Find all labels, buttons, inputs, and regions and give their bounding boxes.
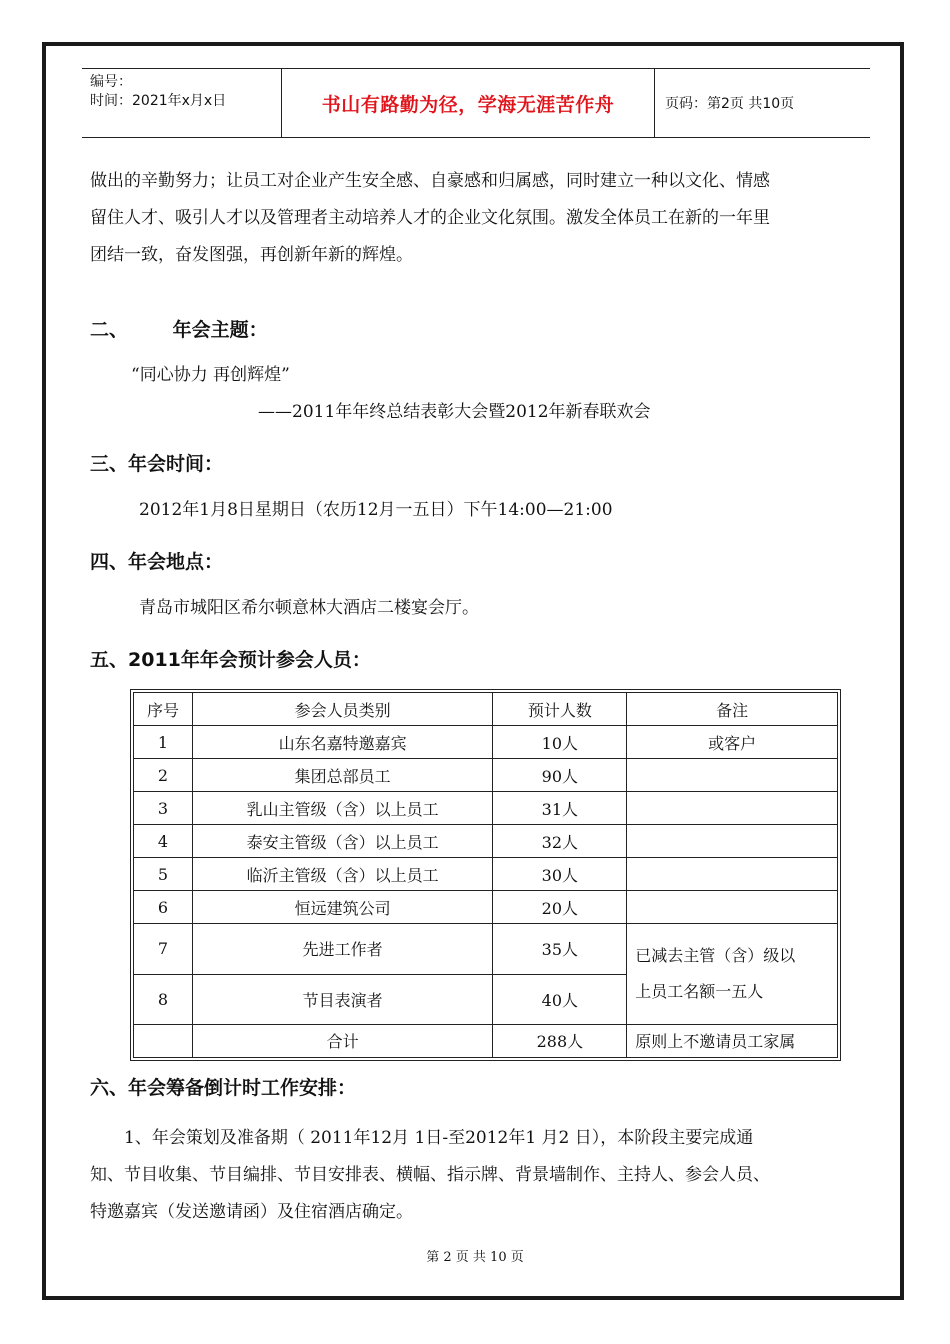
row-category: 恒远建筑公司 — [192, 891, 493, 924]
row-count: 10人 — [493, 726, 627, 759]
row-category: 节目表演者 — [192, 974, 493, 1024]
row-count: 32人 — [493, 825, 627, 858]
merged-note-line-2: 上员工名额一五人 — [635, 982, 764, 1002]
section-4-text: 青岛市城阳区希尔顿意林大酒店二楼宴会厅。 — [139, 598, 479, 618]
row-category: 临沂主管级（含）以上员工 — [192, 858, 493, 891]
row-category: 泰安主管级（含）以上员工 — [192, 825, 493, 858]
total-number — [134, 1024, 193, 1057]
table-row — [134, 726, 838, 759]
table-row — [134, 792, 838, 825]
row-number: 6 — [134, 891, 193, 924]
row-category: 集团总部员工 — [192, 759, 493, 792]
table-row — [134, 759, 838, 792]
page-footer: 第 2 页 共 10 页 — [426, 1250, 524, 1265]
row-number: 3 — [134, 792, 193, 825]
table-header-cell: 序号 — [134, 693, 193, 726]
section-3-text: 2012年1月8日星期日（农历12月一五日）下午14:00—21:00 — [139, 500, 613, 520]
row-note — [627, 759, 838, 792]
total-label: 合计 — [192, 1024, 493, 1057]
intro-line-2: 留住人才、吸引人才以及管理者主动培养人才的企业文化氛围。激发全体员工在新的一年里 — [90, 208, 770, 228]
row-number: 4 — [134, 825, 193, 858]
row-number: 2 — [134, 759, 193, 792]
section-2-heading — [90, 315, 268, 342]
row-number: 8 — [134, 974, 193, 1024]
section-2-number: 二、 — [90, 319, 129, 341]
row-category: 山东名嘉特邀嘉宾 — [192, 726, 493, 759]
row-count: 40人 — [493, 974, 627, 1024]
row-note — [627, 858, 838, 891]
table-row — [134, 924, 838, 974]
row-category: 先进工作者 — [192, 924, 493, 974]
attendee-table — [133, 692, 838, 1058]
section-3-heading: 三、年会时间： — [90, 453, 224, 475]
theme-subtitle: ——2011年年终总结表彰大会暨2012年新春联欢会 — [258, 402, 651, 422]
table-header-cell: 备注 — [627, 693, 838, 726]
document-header — [82, 68, 870, 138]
row-count: 20人 — [493, 891, 627, 924]
table-row — [134, 891, 838, 924]
date-label: 时间：2021年x月x日 — [90, 93, 227, 109]
row-note: 或客户 — [627, 726, 838, 759]
total-count: 288人 — [493, 1024, 627, 1057]
serial-label: 编号： — [90, 74, 132, 90]
row-number: 5 — [134, 858, 193, 891]
row-note — [627, 825, 838, 858]
row-category: 乳山主管级（含）以上员工 — [192, 792, 493, 825]
table-header-cell: 预计人数 — [493, 693, 627, 726]
section-6-heading: 六、年会筹备倒计时工作安排： — [90, 1077, 357, 1099]
section-6-line-3: 特邀嘉宾（发送邀请函）及住宿酒店确定。 — [90, 1202, 413, 1222]
theme-text: “同心协力 再创辉煌” — [131, 365, 290, 385]
intro-line-3: 团结一致，奋发图强，再创新年新的辉煌。 — [90, 245, 413, 265]
row-count: 90人 — [493, 759, 627, 792]
section-6-line-1: 1、年会策划及准备期（ 2011年12月 1日-至2012年1 月2 日），本阶段主要完成通 — [124, 1128, 754, 1148]
section-6-line-2: 知、节目收集、节目编排、节目安排表、横幅、指示牌、背景墙制作、主持人、参会人员、 — [90, 1165, 770, 1185]
section-2-title: 年会主题： — [172, 319, 268, 341]
header-page-info: 页码：第2页 共10页 — [665, 96, 795, 112]
merged-note — [627, 924, 838, 1025]
intro-line-1: 做出的辛勤努力；让员工对企业产生安全感、自豪感和归属感，同时建立一种以文化、情感 — [90, 171, 770, 191]
section-4-heading: 四、年会地点： — [90, 551, 224, 573]
row-number: 1 — [134, 726, 193, 759]
table-header-row — [134, 693, 838, 726]
header-meta — [82, 69, 282, 137]
merged-note-line-1: 已减去主管（含）级以 — [635, 946, 796, 966]
table-header-cell: 参会人员类别 — [192, 693, 493, 726]
section-5-heading: 五、2011年年会预计参会人员： — [90, 649, 371, 671]
row-count: 31人 — [493, 792, 627, 825]
row-number: 7 — [134, 924, 193, 974]
table-total-row — [134, 1024, 838, 1057]
row-count: 35人 — [493, 924, 627, 974]
table-row — [134, 825, 838, 858]
table-row — [134, 858, 838, 891]
row-count: 30人 — [493, 858, 627, 891]
row-note — [627, 792, 838, 825]
row-note — [627, 891, 838, 924]
header-motto: 书山有路勤为径，学海无涯苦作舟 — [282, 69, 655, 137]
total-note: 原则上不邀请员工家属 — [627, 1024, 838, 1057]
